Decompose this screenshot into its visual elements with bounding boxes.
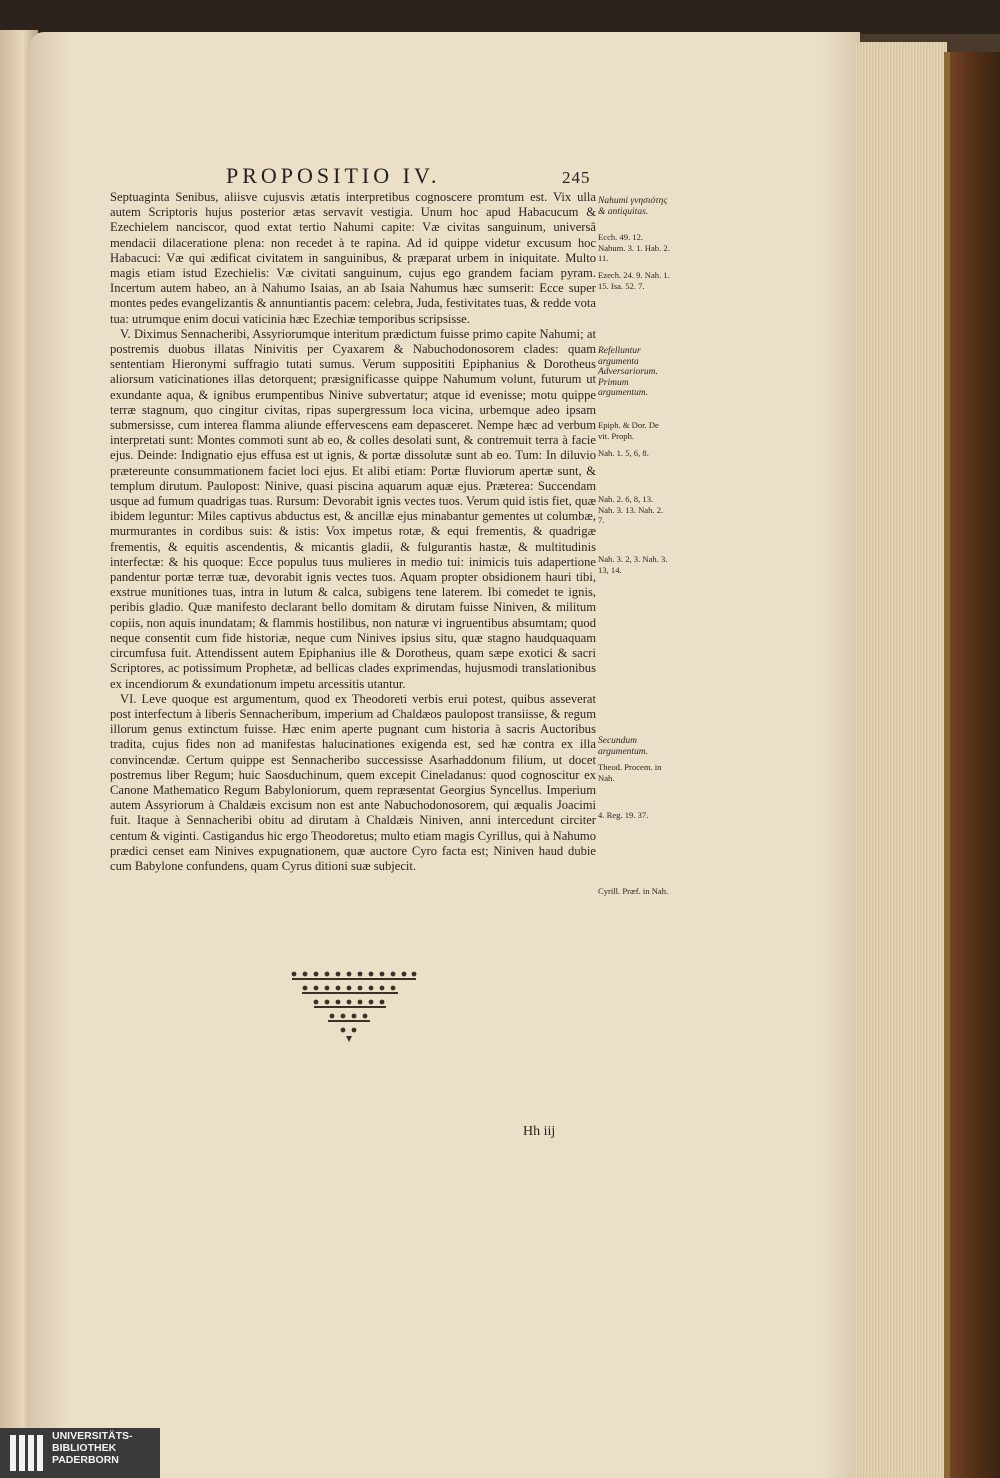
library-logo xyxy=(0,1428,160,1478)
margin-note: Refelluntur argumenta Adversariorum. Primum argumentum. xyxy=(598,346,658,398)
logo-line: UNIVERSITÄTS- xyxy=(52,1430,133,1442)
page-number: 245 xyxy=(562,168,591,187)
margin-note: Nah. 2. 6, 8, 13. Nah. 3. 13. Nah. 2. 7. xyxy=(598,494,664,525)
paragraph: VI. Leve quoque est argumentum, quod ex Theodoreti verbis erui potest, quibus asseverat post interfectum à liberis Sennacheribum, imperium ad Chaldæos paulopost transiisse, & regum illorum genus extinctum fuisse. Hæc enim aperte pugnant cum historia à sacris Auctoribus tradita, cujus fides non ad manifestas halucinationes exigenda est, sed hæ contra ex illa convincendæ. Certum quippe est Sennacheribo successisse Asarhaddonum filium, ut docet postremus liber Regum; huic Saosduchinum, quem excepit Cineladanus: quod cognoscitur ex Canone Mathematico Regum Babyloniorum, quem repræsentat Georgius Syncellus. Imperium autem Assyriorum à Chaldæis excisum non est ante Nabuchodonosorem, qui æqualis Joacimi fuit. Itaque à Sennacheribi obitu ad dirutam à Chaldæis Niniven, anni intercedunt circiter centum & viginti. Castigandus hic ergo Theodoretus; multo etiam magis Cyrillus, qui à Nahumo prædici censet eam Ninives expugnationem, quæ auctore Cyro facta est; Niniven haud dubie cum Babylone confundens, quam Cyrus ditioni suæ subjecit. xyxy=(110,691,596,873)
logo-line: BIBLIOTHEK xyxy=(52,1441,117,1454)
signature-mark: Hh iij xyxy=(523,1124,556,1139)
page-block-edge xyxy=(855,42,947,1478)
paragraph: V. Diximus Sennacheribi, Assyriorumque interitum prædictum fuisse primo capite Nahumi; at postremis duobus illatas Ninivitis per Cyaxarem & Nabuchodonosorem clades: quam sententiam Hieronymi suffragio tutati sumus. Verum supposititi Epiphanius & Dorotheus aliorsum vaticinationes illas detorquent; præsignificasse quippe Nahumum volunt, futurum ut exundante aqua, & ignibus erumpentibus Ninive subvertatur; atque id evenisse; motu quippe terræ stagnum, quo cingitur civitas, ripas supergressum loca vicina, urbemque adeo ipsam submersisse, cum interea flamma aliunde effervescens eam depasceret. Nempe hæc ad verbum interpretati sunt: Montes commoti sunt ab eo, & colles desolati sunt, & contremuit terra à facie ejus. Deinde: Indignatio ejus effusa est ut ignis, & portæ dissolutæ sunt ab eo. Tum: In diluvio prætereunte consummationem faciet loci ejus. Et alibi etiam: Portæ fluviorum apertæ sunt, & templum dirutum. Paulopost: Ninive, quasi piscina aquarum aquæ ejus. Præterea: Succendam usque ad fumum quadrigas tuas. Rursum: Devorabit ignis vectes tuos. Verum quid istis fiet, quæ ibidem leguntur: Miles captivus abductus est, & ancillæ ejus minabantur gementes ut columbæ, murmurantes in cordibus suis: & istis: Vox impetus rotæ, & equi frementis, & quadrigæ frementis, & equitis ascendentis, & micantis gladii, & fulgurantis hastæ, & multitudinis interfectæ: & his quoque: Ecce populus tuus mulieres in medio tui: inimicis tuis adapertione pandentur portæ terræ tuæ, devorabit ignis vectes tuos. Aquam propter obsidionem hauri tibi, exstrue munitiones tuas, intra in lutum & calca, subigens tene laterem. Ibi comedet te ignis, peribis gladio. Quæ manifesto declarant bello domitam & dirutam fuisse Niniven, & militum copiis, non aquis inundatam; & flammis hostilibus, non naturæ vi ingruentibus absumtam; quod neque consentit cum fide historiæ, neque cum Ninives ipsius situ, quæ stagno haudquaquam circumfusa fuit. Attendissent autem Epiphanius ille & Dorotheus, quam sæpe exotici & sacri Scriptores, ac potissimum Prophetæ, ad bellicas clades exprimendas, hujusmodi translationibus ex incendiorum & exundationum impetu arcessitis utantur. xyxy=(110,326,596,691)
margin-note: 4. Reg. 19. 37. xyxy=(598,810,649,820)
margin-note: Theod. Procem. in Nah. xyxy=(598,762,662,783)
margin-note: Nah. 3. 2, 3. Nah. 3. 13, 14. xyxy=(598,554,668,575)
logo-line: PADERBORN xyxy=(52,1453,119,1466)
margin-note: Epiph. & Dor. De vit. Proph. xyxy=(598,420,659,441)
running-header: PROPOSITIO IV. xyxy=(226,163,441,188)
margin-note: Nah. 1. 5, 6, 8. xyxy=(598,448,649,458)
margin-note: Secundum argumentum. xyxy=(598,736,649,757)
paragraph: Septuaginta Senibus, aliisve cujusvis ætatis interpretibus cognoscere promtum est. Vix ulla autem Scriptoris hujus posterior ætas servavit vestigia. Unum hoc apud Habacucum & Ezechielem nanciscor, quod extat tertio Nahumi capite: Væ civitas sanguinum, universâ mendacii dilaceratione plena: non recedet à te rapina. Ad id quippe videtur excusum hoc Habacuci: Væ qui ædificat civitatem in sanguinibus, & præparat urbem in iniquitate. Multo magis etiam istud Ezechielis: Væ civitati sanguinum, cujus ego grandem faciam pyram. Incertum autem habeo, an à Nahumo Isaias, an ab Isaia Nahumus hæc sumserit: Ecce super montes pedes evangelizantis & annuntiantis pacem: celebra, Juda, festivitates tuas, & redde vota tua: utrumque enim docui vaticinia hæc Ezechiæ temporibus scripsisse. xyxy=(110,190,596,326)
margin-note: Nahumi γνησιότης & antiquitas. xyxy=(598,196,668,217)
library-emblem-icon xyxy=(8,1433,46,1473)
scan-background xyxy=(0,0,1000,34)
book-cover xyxy=(944,52,1000,1478)
typographic-ornament xyxy=(288,968,418,1044)
library-logo-text xyxy=(52,1431,156,1466)
main-text xyxy=(110,190,596,950)
margin-note: Ezech. 24. 9. Nah. 1. 15. Isa. 52. 7. xyxy=(598,270,670,291)
margin-note: Ecch. 49. 12. Nahum. 3. 1. Hab. 2. 11. xyxy=(598,232,670,263)
margin-note: Cyrill. Præf. in Nah. xyxy=(598,886,669,896)
